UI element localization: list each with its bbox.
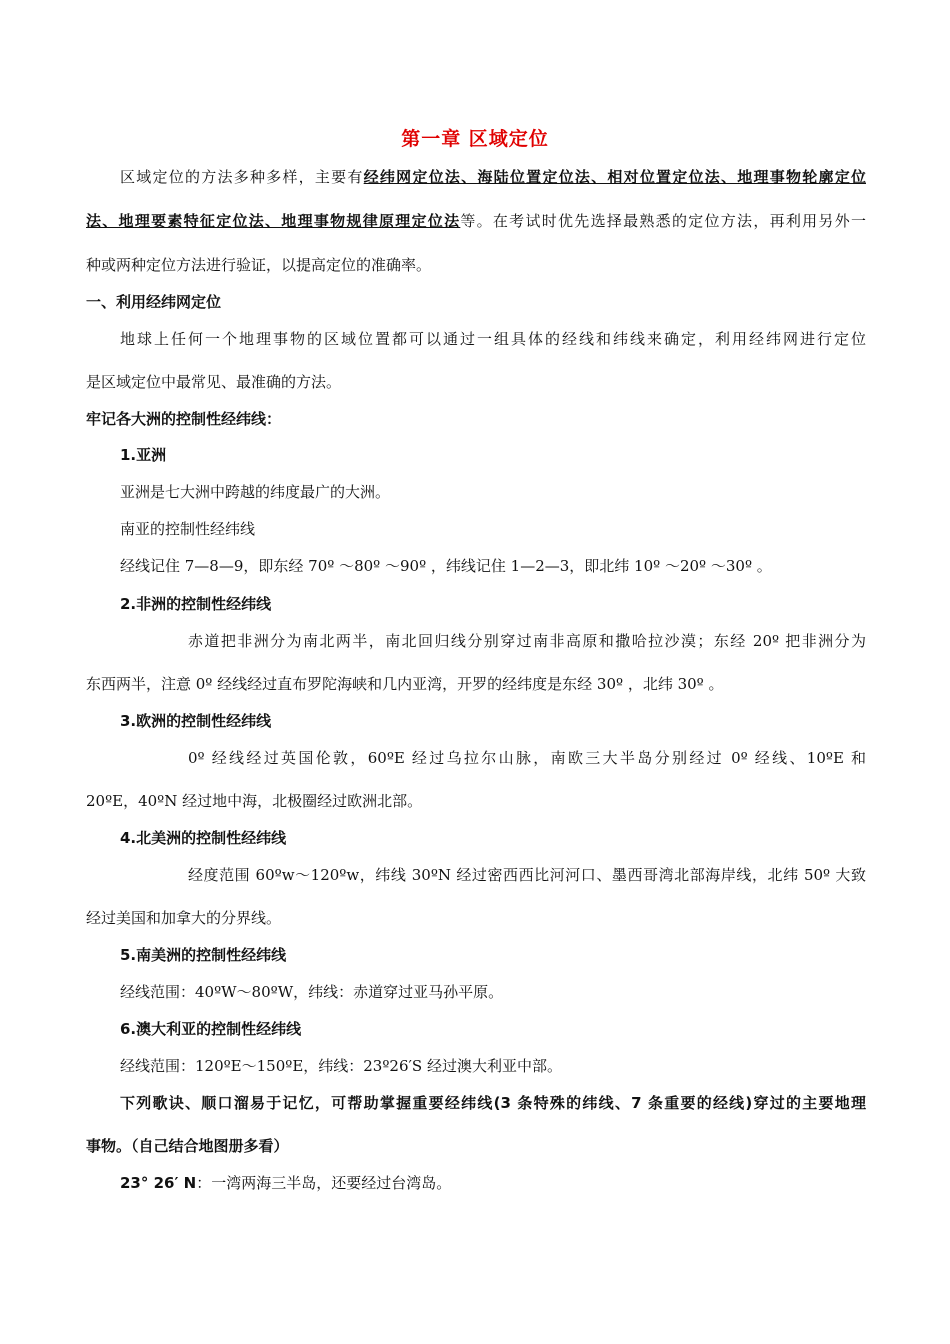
paragraph-line: 20ºE，40ºN 经过地中海，北极圈经过欧洲北部。	[86, 792, 423, 810]
section-heading: 一、利用经纬网定位	[86, 293, 222, 311]
asia-heading: 1.亚洲	[120, 446, 167, 464]
paragraph-line: 0º 经线经过英国伦敦，60ºE 经过乌拉尔山脉，南欧三大半岛分别经过 0º 经线、10ºE 和	[188, 749, 866, 767]
latitude-label: 23° 26′ N	[120, 1174, 197, 1192]
paragraph-line: 地球上任何一个地理事物的区域位置都可以通过一组具体的经线和纬线来确定，利用经纬网进行定位	[120, 330, 866, 348]
europe-heading: 3.欧洲的控制性经纬线	[120, 712, 272, 730]
paragraph-line: 是区域定位中最常见、最准确的方法。	[86, 373, 342, 391]
rhyme-line	[120, 1171, 866, 1195]
paragraph-line: 东西两半，注意 0º 经线经过直布罗陀海峡和几内亚湾，开罗的经纬度是东经 30º ，北纬 30º 。	[86, 675, 724, 693]
rhyme-text: ：一湾两海三半岛，还要经过台湾岛。	[196, 1174, 452, 1192]
paragraph-line: 南亚的控制性经纬线	[120, 520, 256, 538]
chapter-title: 第一章 区域定位	[401, 128, 549, 150]
intro-line-3: 种或两种定位方法进行验证，以提高定位的准确率。	[86, 256, 432, 274]
paragraph-line: 赤道把非洲分为南北两半，南北回归线分别穿过南非高原和撒哈拉沙漠；东经 20º 把非洲分为	[188, 632, 866, 650]
rhymes-intro-line-2: 事物。（自己结合地图册多看）	[86, 1137, 289, 1155]
south-america-heading: 5.南美洲的控制性经纬线	[120, 946, 287, 964]
methods-underlined: 法、地理要素特征定位法、地理事物规律原理定位法	[86, 212, 461, 230]
paragraph-line: 亚洲是七大洲中跨越的纬度最广的大洲。	[120, 483, 391, 501]
paragraph-line: 经线记住 7—8—9，即东经 70º ～80º ～90º ，纬线记住 1—2—3，即北纬 10º ～20º ～30º 。	[120, 557, 772, 575]
paragraph-line: 经过美国和加拿大的分界线。	[86, 909, 282, 927]
intro-line-1	[120, 165, 866, 189]
paragraph-line: 经线范围：120ºE～150ºE，纬线：23º26′S 经过澳大利亚中部。	[120, 1057, 562, 1075]
methods-underlined: 经纬网定位法、海陆位置定位法、相对位置定位法、地理事物轮廓定位	[363, 168, 866, 186]
australia-heading: 6.澳大利亚的控制性经纬线	[120, 1020, 302, 1038]
intro-line-2	[86, 209, 866, 233]
africa-heading: 2.非洲的控制性经纬线	[120, 595, 272, 613]
rhymes-intro-line-1: 下列歌诀、顺口溜易于记忆，可帮助掌握重要经纬线(3 条特殊的纬线、7 条重要的经线)穿过的主要地理	[120, 1094, 866, 1112]
paragraph-line: 经线范围：40ºW～80ºW，纬线：赤道穿过亚马孙平原。	[120, 983, 504, 1001]
intro-text: 区域定位的方法多种多样，主要有	[120, 168, 364, 186]
intro-text: 等。在考试时优先选择最熟悉的定位方法，再利用另外一	[460, 212, 866, 230]
paragraph-line: 经度范围 60ºw～120ºw，纬线 30ºN 经过密西西比河河口、墨西哥湾北部海岸线，北纬 50º 大致	[188, 866, 866, 884]
north-america-heading: 4.北美洲的控制性经纬线	[120, 829, 287, 847]
subsection-heading: 牢记各大洲的控制性经纬线：	[86, 410, 282, 428]
